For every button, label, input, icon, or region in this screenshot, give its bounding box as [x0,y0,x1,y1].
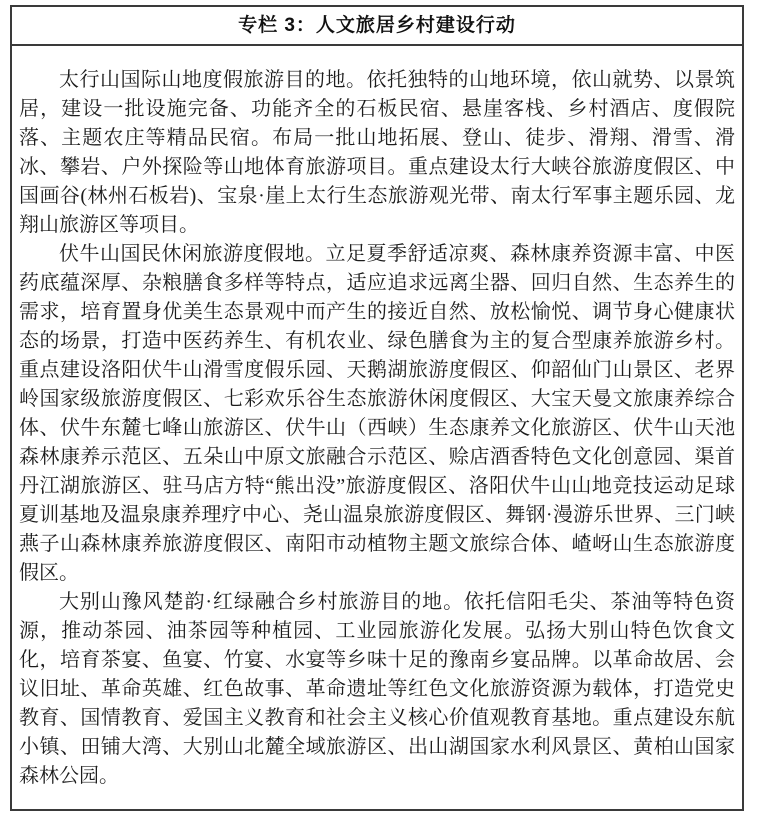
column-panel [10,5,744,811]
paragraph-taihang-mountain: 太行山国际山地度假旅游目的地。依托独特的山地环境，依山就势、以景筑居，建设一批设施完备、功能齐全的石板民宿、悬崖客栈、乡村酒店、度假院落、主题农庄等精品民宿。布局一批山地拓展、登山、徒步、滑翔、滑雪、滑冰、攀岩、户外探险等山地体育旅游项目。重点建设太行大峡谷旅游度假区、中国画谷(林州石板岩)、宝泉·崖上太行生态旅游观光带、南太行军事主题乐园、龙翔山旅游区等项目。 [19,69,735,236]
panel-body [12,46,742,791]
paragraph-dabie-mountain: 大别山豫风楚韵·红绿融合乡村旅游目的地。依托信阳毛尖、茶油等特色资源，推动茶园、油茶园等种植园、工业园旅游化发展。弘扬大别山特色饮食文化，培育茶宴、鱼宴、竹宴、水宴等乡味十足的豫南乡宴品牌。以革命故居、会议旧址、革命英雄、红色故事、革命遗址等红色文化旅游资源为载体，打造党史教育、国情教育、爱国主义教育和社会主义核心价值观教育基地。重点建设东航小镇、田铺大湾、大别山北麓全域旅游区、出山湖国家水利风景区、黄柏山国家森林公园。 [19,591,735,787]
paragraph-funiu-mountain: 伏牛山国民休闲旅游度假地。立足夏季舒适凉爽、森林康养资源丰富、中医药底蕴深厚、杂粮膳食多样等特点，适应追求远离尘器、回归自然、生态养生的需求，培育置身优美生态景观中而产生的接近自然、放松愉悦、调节身心健康状态的场景，打造中医药养生、有机农业、绿色膳食为主的复合型康养旅游乡村。重点建设洛阳伏牛山滑雪度假乐园、天鹅湖旅游度假区、仰韶仙门山景区、老界岭国家级旅游度假区、七彩欢乐谷生态旅游休闲度假区、大宝天曼文旅康养综合体、伏牛东麓七峰山旅游区、伏牛山（西峡）生态康养文化旅游区、伏牛山天池森林康养示范区、五朵山中原文旅融合示范区、赊店酒香特色文化创意园、渠首丹江湖旅游区、驻马店方特“熊出没”旅游度假区、洛阳伏牛山山地竞技运动足球夏训基地及温泉康养理疗中心、尧山温泉旅游度假区、舞钢·漫游乐世界、三门峡燕子山森林康养旅游度假区、南阳市动植物主题文旅综合体、嵖岈山生态旅游度假区。 [19,243,735,584]
panel-title: 专栏 3：人文旅居乡村建设行动 [12,7,742,46]
